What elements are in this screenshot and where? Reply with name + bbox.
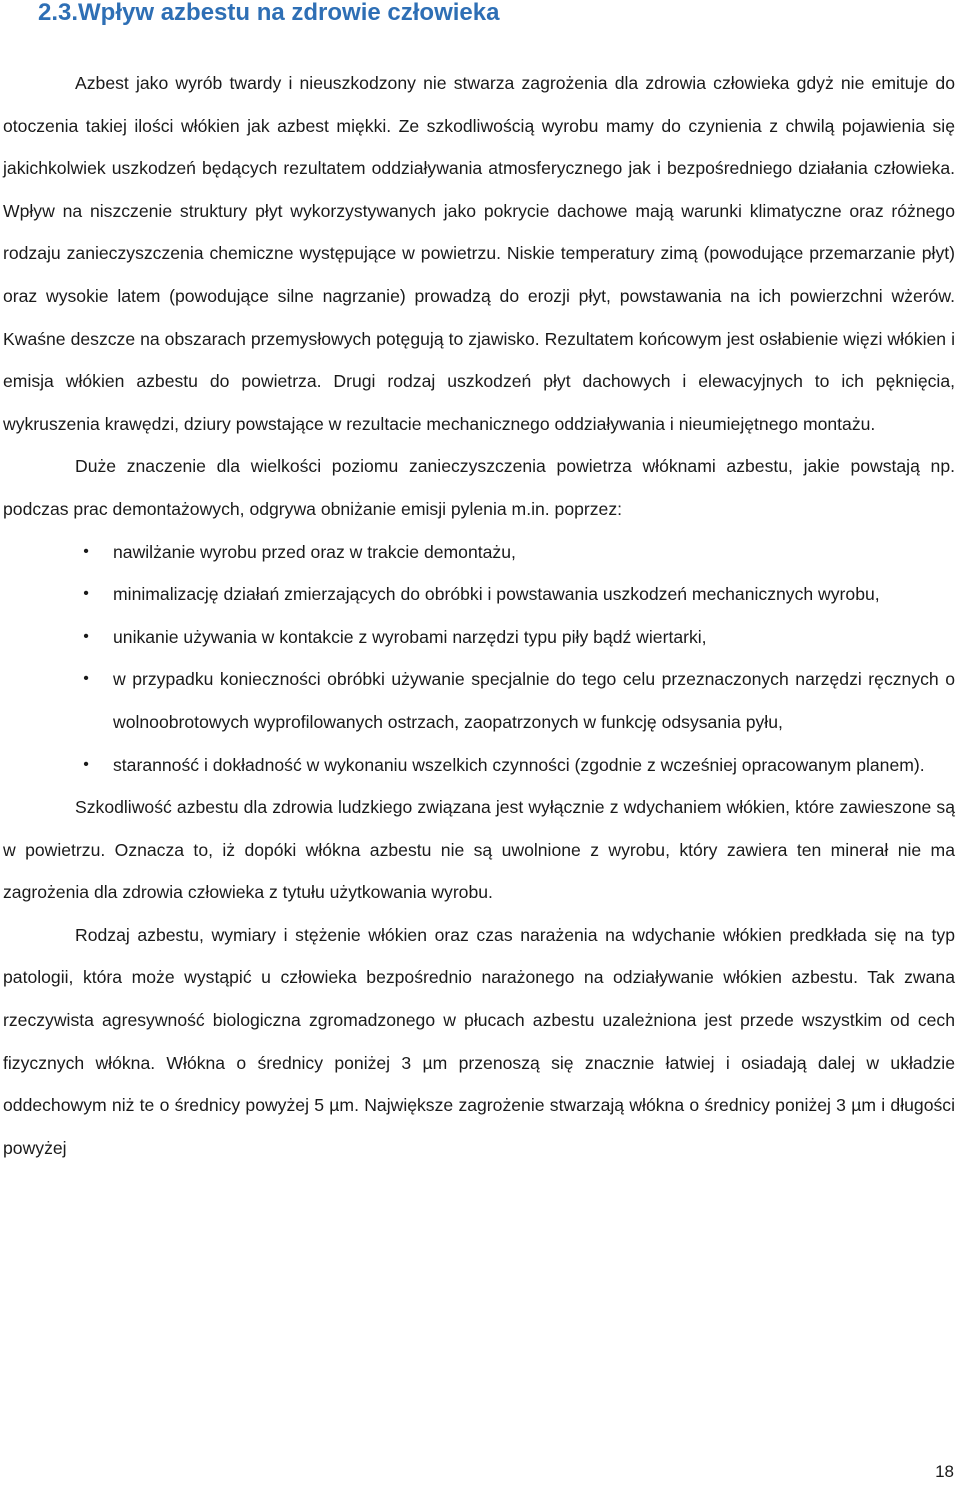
paragraph-emission-reduction: Duże znaczenie dla wielkości poziomu zanieczyszczenia powietrza włóknami azbestu, jakie powstają np. podczas prac demontażowych, odgrywa obniżanie emisji pylenia m.in. poprzez: (3, 456, 955, 519)
bullet-icon: • (83, 627, 89, 645)
list-item (3, 531, 955, 574)
bullet-icon: • (83, 755, 89, 773)
bullet-icon: • (83, 542, 89, 560)
list-item-text: nawilżanie wyrobu przed oraz w trakcie demontażu, (113, 541, 516, 562)
list-item-text: unikanie używania w kontakcie z wyrobami narzędzi typu piły bądź wiertarki, (113, 626, 707, 647)
page-number: 18 (935, 1462, 954, 1481)
paragraph-fiber-pathology: Rodzaj azbestu, wymiary i stężenie włókien oraz czas narażenia na wdychanie włókien predkłada się na typ patologii, która może wystąpić u człowieka bezpośrednio narażonego na odziaływanie włókien azbestu. Tak zwana rzeczywista agresywność biologiczna zgromadzonego w płucach azbestu uzależniona jest przede wszystkim od cech fizycznych włókna. Włókna o średnicy poniżej 3 µm przenoszą się znacznie łatwiej i osiadają dalej w układzie oddechowym niż te o średnicy powyżej 5 µm. Największe zagrożenie stwarzają włókna o średnicy poniżej 3 µm i długości powyżej (3, 924, 955, 1158)
paragraph-asbestos-damage: Azbest jako wyrób twardy i nieuszkodzony nie stwarza zagrożenia dla zdrowia człowieka gdyż nie emituje do otoczenia takiej ilości włókien jak azbest miękki. Ze szkodliwością wyrobu mamy do czynienia z chwilą pojawienia się jakichkolwiek uszkodzeń będących rezultatem oddziaływania atmosferycznego jak i bezpośredniego działania człowieka. Wpływ na niszczenie struktury płyt wykorzystywanych jako pokrycie dachowe mają warunki klimatyczne oraz różnego rodzaju zanieczyszczenia chemiczne występujące w powietrzu. Niskie temperatury zimą (powodujące przemarzanie płyt) oraz wysokie latem (powodujące silne nagrzanie) prowadzą do erozji płyt, powstawania na ich powierzchni wżerów. Kwaśne deszcze na obszarach przemysłowych potęgują to zjawisko. Rezultatem końcowym jest osłabienie więzi włókien i emisja włókien azbestu do powietrza. Drugi rodzaj uszkodzeń płyt dachowych i elewacyjnych to ich pęknięcia, wykruszenia krawędzi, dziury powstające w rezultacie mechanicznego oddziaływania i nieumiejętnego montażu. (3, 73, 955, 434)
list-item-text: minimalizację działań zmierzających do obróbki i powstawania uszkodzeń mechanicznych wyrobu, (113, 584, 880, 605)
list-item (3, 616, 955, 659)
list-item-text: w przypadku konieczności obróbki używanie specjalnie do tego celu przeznaczonych narzędzi ręcznych o wolnoobrotowych wyprofilowanych ostrzach, zaopatrzonych w funkcję odsysania pyłu, (113, 669, 955, 732)
bullet-icon: • (83, 670, 89, 688)
paragraph-health-harm: Szkodliwość azbestu dla zdrowia ludzkiego związana jest wyłącznie z wdychaniem włókien, które zawieszone są w powietrzu. Oznacza to, iż dopóki włókna azbestu nie są uwolnione z wyrobu, który zawiera ten minerał nie ma zagrożenia dla zdrowia człowieka z tytułu użytkowania wyrobu. (3, 797, 955, 903)
section-heading: 2.3.Wpływ azbestu na zdrowie człowieka (38, 0, 500, 26)
emission-measures-list (3, 531, 955, 787)
list-item (3, 573, 955, 616)
list-item (3, 658, 955, 743)
bullet-icon: • (83, 585, 89, 603)
list-item (3, 744, 955, 787)
list-item-text: staranność i dokładność w wykonaniu wszelkich czynności (zgodnie z wcześniej opracowanym planem). (113, 754, 925, 775)
document-body (3, 62, 955, 1169)
